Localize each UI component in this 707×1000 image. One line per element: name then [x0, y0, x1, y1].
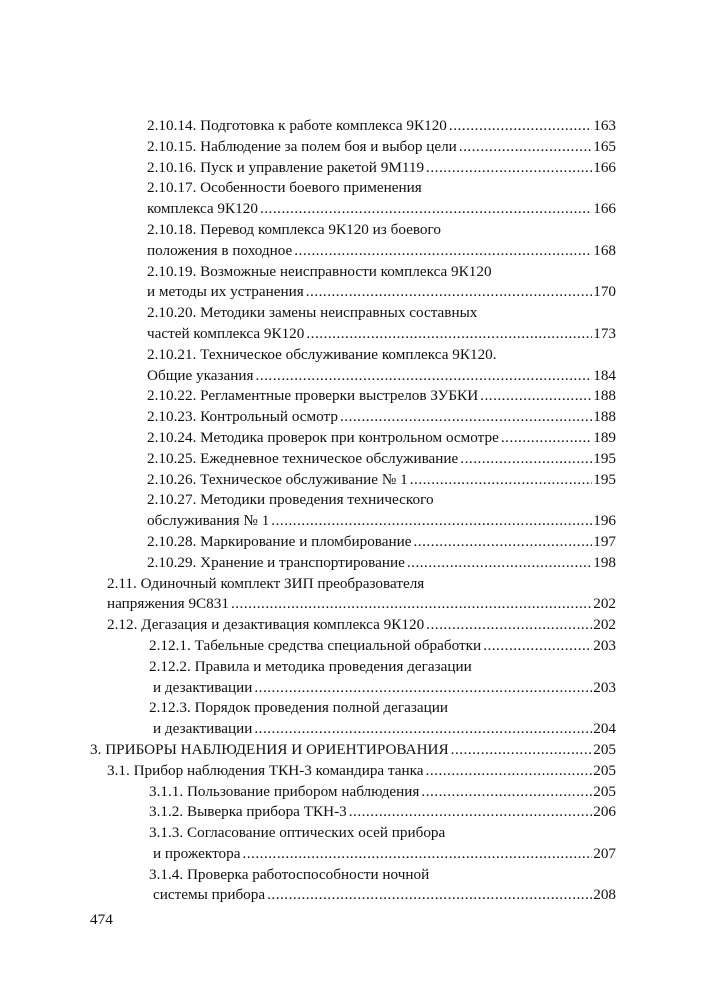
toc-page-number: 208 — [593, 886, 616, 904]
toc-page-number: 166 — [593, 200, 616, 218]
dot-leader — [242, 844, 592, 865]
toc-entry-title: 2.10.14. Подготовка к работе комплекса 9К120 — [147, 117, 447, 134]
toc-page-number: 202 — [593, 595, 616, 613]
toc-entry-line — [0, 574, 707, 595]
toc-entry-line — [0, 366, 707, 387]
toc-page-number: 184 — [593, 366, 616, 384]
toc-page-number: 203 — [593, 636, 616, 654]
dot-leader — [426, 615, 592, 636]
toc-page-number: 163 — [593, 117, 616, 134]
toc-page-number: 168 — [593, 241, 616, 259]
toc-page-number: 165 — [593, 137, 616, 155]
toc-entry-line — [0, 262, 707, 283]
toc-entry-title: обслуживания № 1 — [147, 512, 270, 530]
toc-entry-line — [0, 178, 707, 199]
toc-entry-line — [0, 761, 707, 782]
toc-entry-title: 2.12. Дегазация и дезактивация комплекса 9К120 — [107, 616, 425, 634]
dot-leader — [306, 282, 593, 303]
toc-page-number: 173 — [593, 324, 616, 342]
dot-leader — [349, 802, 592, 823]
toc-entry-title: 2.11. Одиночный комплект ЗИП преобразователя — [107, 574, 425, 592]
toc-entry-line — [0, 657, 707, 678]
toc-entry-title: и прожектора — [153, 844, 241, 862]
toc-entry-title: частей комплекса 9К120 — [147, 324, 305, 342]
toc-entry-title: 2.10.18. Перевод комплекса 9К120 из боевого — [147, 220, 441, 238]
toc-entry-title: 2.10.22. Регламентные проверки выстрелов ЗУБКИ — [147, 387, 479, 405]
toc-entry-title: 3.1.2. Выверка прибора ТКН-3 — [149, 803, 347, 821]
toc-entry-line — [0, 324, 707, 345]
toc-entry-line — [0, 553, 707, 574]
toc-page-number: 188 — [593, 408, 616, 426]
toc-page-number: 205 — [593, 740, 616, 758]
toc-entry-line — [0, 802, 707, 823]
toc-page-number: 204 — [593, 720, 616, 738]
dot-leader — [459, 137, 592, 158]
dot-leader — [480, 386, 592, 407]
dot-leader — [460, 449, 592, 470]
toc-entry-line — [0, 386, 707, 407]
toc-entry-line — [0, 636, 707, 657]
toc-entry-title: 2.10.23. Контрольный осмотр — [147, 408, 338, 426]
toc-entry-line — [0, 470, 707, 491]
toc-entry-title: 2.10.29. Хранение и транспортирование — [147, 553, 405, 571]
dot-leader — [306, 324, 592, 345]
toc-entry[interactable] — [147, 158, 616, 179]
toc-entry[interactable] — [147, 428, 616, 449]
toc-entry[interactable] — [147, 324, 616, 345]
toc-entry-line — [0, 220, 707, 241]
dot-leader — [414, 532, 593, 553]
toc-page-number: 195 — [593, 449, 616, 467]
toc-entry-title: 2.10.25. Ежедневное техническое обслуживание — [147, 449, 459, 467]
toc-entry-title: 2.10.17. Особенности боевого применения — [147, 179, 422, 197]
toc-entry-line — [0, 844, 707, 865]
toc-entry-title: 2.10.21. Техническое обслуживание комплекса 9К120. — [147, 345, 497, 363]
toc-entry-title: 3. ПРИБОРЫ НАБЛЮДЕНИЯ И ОРИЕНТИРОВАНИЯ — [90, 740, 449, 758]
dot-leader — [267, 885, 592, 906]
toc-entry-title: 2.10.24. Методика проверок при контрольном осмотре — [147, 428, 499, 446]
dot-leader — [231, 594, 592, 615]
toc-page-number: 166 — [593, 158, 616, 176]
toc-entry[interactable] — [149, 802, 616, 823]
toc-entry-line — [0, 719, 707, 740]
toc-entry-title: 2.10.15. Наблюдение за полем боя и выбор цели — [147, 137, 457, 155]
toc-entry[interactable] — [147, 241, 616, 262]
toc-entry-title: 2.10.19. Возможные неисправности комплекса 9К120 — [147, 262, 492, 280]
dot-leader — [501, 428, 592, 449]
dot-leader — [271, 511, 592, 532]
toc-page-number: 196 — [593, 512, 616, 530]
toc-entry-title: положения в походное — [147, 241, 293, 259]
toc-page-number: 205 — [593, 761, 616, 779]
toc-entry-line — [0, 303, 707, 324]
toc-entry-title: 3.1.4. Проверка работоспособности ночной — [149, 865, 430, 883]
dot-leader — [426, 158, 592, 179]
toc-entry-title: 2.10.27. Методики проведения технического — [147, 491, 434, 509]
toc-entry[interactable] — [153, 885, 616, 906]
toc-entry[interactable] — [147, 532, 616, 553]
dot-leader — [256, 366, 593, 387]
toc-entry[interactable] — [147, 449, 616, 470]
toc-entry-line — [0, 885, 707, 906]
toc-entry[interactable] — [153, 719, 616, 740]
toc-entry[interactable] — [107, 594, 616, 615]
toc-entry-line — [0, 823, 707, 844]
toc-entry-line — [0, 490, 707, 511]
toc-entry[interactable] — [147, 470, 616, 491]
toc-page-number: 205 — [593, 782, 616, 800]
toc-page-number: 189 — [593, 428, 616, 446]
toc-entry-title: комплекса 9К120 — [147, 200, 258, 218]
toc-page-number: 203 — [593, 678, 616, 696]
toc-entry-title: напряжения 9С831 — [107, 595, 229, 613]
toc-entry-line — [0, 511, 707, 532]
toc-entry-line — [0, 615, 707, 636]
toc-entry-line — [0, 865, 707, 886]
toc-entry[interactable] — [147, 282, 616, 303]
dot-leader — [421, 782, 592, 803]
toc-entry[interactable] — [107, 761, 616, 782]
toc-page-number: 197 — [593, 532, 616, 550]
dot-leader — [483, 636, 592, 657]
toc-entry-title: 2.12.3. Порядок проведения полной дегазации — [149, 699, 448, 717]
toc-entry-line — [0, 199, 707, 220]
toc-page-number: 198 — [593, 553, 616, 571]
toc-entry[interactable] — [90, 740, 616, 761]
toc-entry[interactable] — [147, 366, 616, 387]
toc-entry-title: Общие указания — [147, 366, 254, 384]
toc-entry[interactable] — [153, 844, 616, 865]
toc-entry-title: 2.10.28. Маркирование и пломбирование — [147, 532, 412, 550]
toc-entry-title: системы прибора — [153, 886, 266, 904]
toc-page-number: 207 — [593, 844, 616, 862]
toc-entry-line — [0, 158, 707, 179]
dot-leader — [449, 116, 592, 137]
dot-leader — [254, 678, 592, 699]
dot-leader — [260, 199, 592, 220]
toc-entry[interactable] — [147, 511, 616, 532]
toc-entry-title: 2.12.2. Правила и методика проведения дегазации — [149, 657, 472, 675]
toc-entry-line — [0, 678, 707, 699]
toc-page-number: 195 — [593, 470, 616, 488]
toc-entry-title: и методы их устранения — [147, 283, 304, 301]
dot-leader — [340, 407, 592, 428]
page-number: 474 — [90, 911, 113, 928]
toc-entry-line — [0, 428, 707, 449]
toc-page-number: 170 — [593, 283, 616, 301]
toc-entry-title: 2.10.26. Техническое обслуживание № 1 — [147, 470, 408, 488]
toc-entry-line — [0, 740, 707, 761]
dot-leader — [426, 761, 593, 782]
toc-entry-title: 2.10.16. Пуск и управление ракетой 9М119 — [147, 158, 425, 176]
dot-leader — [254, 719, 592, 740]
toc-entry-title: 2.10.20. Методики замены неисправных составных — [147, 304, 478, 322]
toc-entry-line — [0, 241, 707, 262]
toc-entry-title: 3.1.1. Пользование прибором наблюдения — [149, 782, 420, 800]
dot-leader — [410, 470, 593, 491]
toc-entry-line — [0, 532, 707, 553]
toc-entry[interactable] — [147, 199, 616, 220]
toc-entry-title: и дезактивации — [153, 678, 253, 696]
toc-entry-line — [0, 698, 707, 719]
toc-entry[interactable] — [147, 116, 616, 137]
toc-entry[interactable] — [147, 553, 616, 574]
toc-entry-line — [0, 137, 707, 158]
toc-entry-title: 3.1.3. Согласование оптических осей прибора — [149, 824, 446, 842]
toc-entry-line — [0, 345, 707, 366]
dot-leader — [294, 241, 592, 262]
dot-leader — [451, 740, 593, 761]
toc-entry-line — [0, 782, 707, 803]
toc-page-number: 206 — [593, 803, 616, 821]
toc-entry[interactable] — [147, 386, 616, 407]
dot-leader — [407, 553, 592, 574]
toc-entry-line — [0, 407, 707, 428]
table-of-contents — [0, 116, 707, 906]
toc-entry[interactable] — [153, 678, 616, 699]
toc-page-number: 202 — [593, 616, 616, 634]
toc-entry-line — [0, 116, 707, 137]
toc-entry-title: 3.1. Прибор наблюдения ТКН-3 командира танка — [107, 761, 424, 779]
toc-entry-title: и дезактивации — [153, 720, 253, 738]
toc-entry[interactable] — [147, 137, 616, 158]
toc-entry[interactable] — [107, 615, 616, 636]
toc-page-number: 188 — [593, 387, 616, 405]
toc-entry-line — [0, 594, 707, 615]
toc-entry[interactable] — [147, 407, 616, 428]
toc-entry-line — [0, 449, 707, 470]
toc-entry-title: 2.12.1. Табельные средства специальной обработки — [149, 636, 482, 654]
toc-entry-line — [0, 282, 707, 303]
toc-entry[interactable] — [149, 636, 616, 657]
toc-entry[interactable] — [149, 782, 616, 803]
